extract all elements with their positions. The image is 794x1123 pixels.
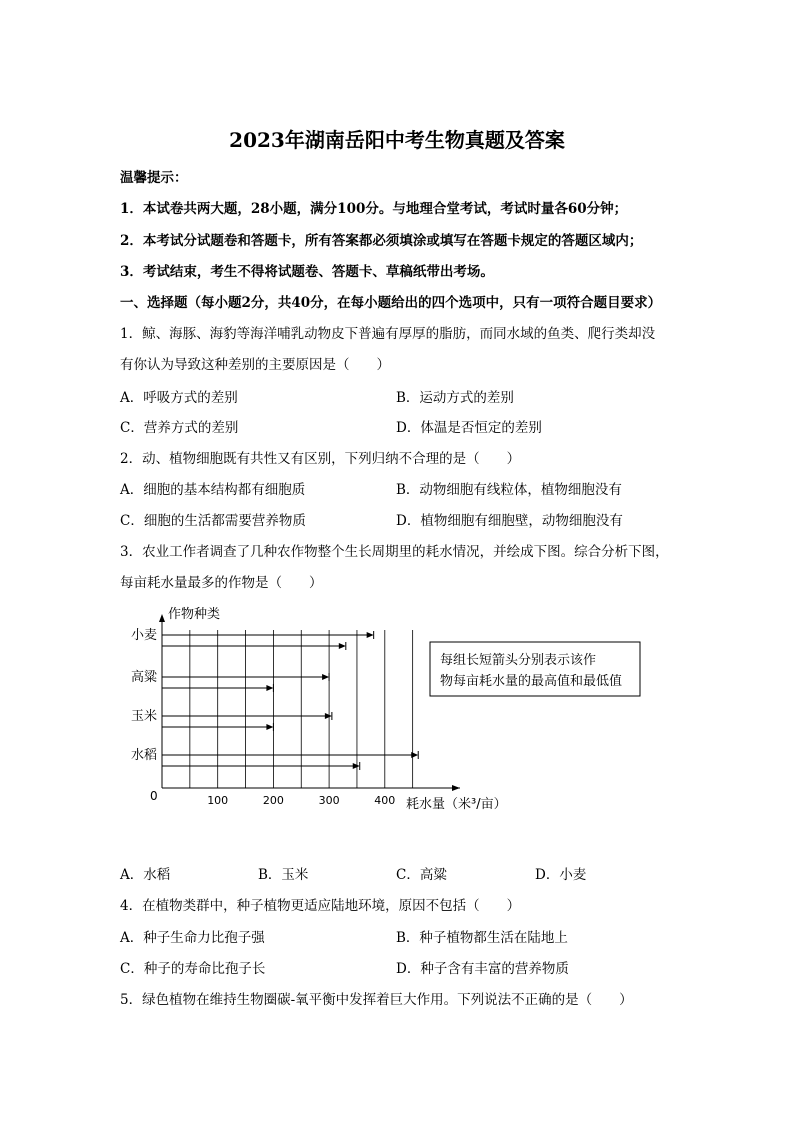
arrow-head-icon bbox=[322, 674, 329, 680]
option-b: B．玉米 bbox=[258, 867, 309, 883]
y-axis-arrow-icon bbox=[159, 614, 165, 622]
x-axis-label: 耗水量（米³/亩） bbox=[406, 797, 507, 812]
origin-label: 0 bbox=[150, 789, 158, 803]
tips-heading: 温馨提示： bbox=[120, 170, 188, 186]
option-a: A．种子生命力比孢子强 bbox=[120, 930, 265, 946]
question-text: 每亩耗水量最多的作物是（ ） bbox=[120, 575, 323, 591]
question-text: 5．绿色植物在维持生物圈碳-氧平衡中发挥着巨大作用。下列说法不正确的是（ ） bbox=[120, 992, 633, 1008]
option-d: D．种子含有丰富的营养物质 bbox=[396, 961, 569, 977]
option-d: D．小麦 bbox=[535, 867, 587, 883]
option-c: C．高粱 bbox=[396, 867, 447, 883]
section-heading: 一、选择题（每小题2分，共40分，在每小题给出的四个选项中，只有一项符合题目要求） bbox=[120, 295, 662, 311]
tip-item: 2．本考试分试题卷和答题卡，所有答案都必须填涂或填写在答题卡规定的答题区域内； bbox=[120, 233, 643, 249]
page-title: 2023年湖南岳阳中考生物真题及答案 bbox=[229, 128, 565, 152]
y-axis-label: 作物种类 bbox=[168, 607, 221, 622]
x-tick-label: 200 bbox=[262, 794, 284, 807]
option-a: A．水稻 bbox=[120, 867, 171, 883]
option-a: A．细胞的基本结构都有细胞质 bbox=[120, 482, 306, 498]
arrow-head-icon bbox=[411, 752, 418, 758]
arrow-head-icon bbox=[266, 685, 273, 691]
option-b: B．动物细胞有线粒体，植物细胞没有 bbox=[396, 482, 622, 498]
x-tick-label: 400 bbox=[374, 794, 396, 807]
x-axis-arrow-icon bbox=[452, 785, 460, 791]
arrow-head-icon bbox=[353, 763, 360, 769]
option-a: A．呼吸方式的差别 bbox=[120, 390, 238, 406]
category-label: 玉米 bbox=[130, 709, 157, 724]
option-b: B．运动方式的差别 bbox=[396, 390, 514, 406]
option-d: D．体温是否恒定的差别 bbox=[396, 420, 542, 436]
x-tick-label: 300 bbox=[318, 794, 340, 807]
question-text: 4．在植物类群中，种子植物更适应陆地环境，原因不包括（ ） bbox=[120, 898, 521, 914]
arrow-head-icon bbox=[325, 713, 332, 719]
option-c: C．细胞的生活都需要营养物质 bbox=[120, 513, 306, 529]
question-text: 3．农业工作者调查了几种农作物整个生长周期里的耗水情况，并绘成下图。综合分析下图， bbox=[120, 544, 669, 560]
option-c: C．营养方式的差别 bbox=[120, 420, 239, 436]
option-c: C．种子的寿命比孢子长 bbox=[120, 961, 266, 977]
question-text: 有你认为导致这种差别的主要原因是（ ） bbox=[120, 357, 390, 373]
note-text: 每组长短箭头分别表示该作 bbox=[440, 653, 597, 668]
category-label: 小麦 bbox=[130, 628, 157, 643]
tip-item: 3．考试结束，考生不得将试题卷、答题卡、草稿纸带出考场。 bbox=[120, 264, 494, 280]
x-tick-label: 100 bbox=[207, 794, 229, 807]
note-text: 物每亩耗水量的最高值和最低值 bbox=[440, 674, 623, 689]
question-text: 2．动、植物细胞既有共性又有区别，下列归纳不合理的是（ ） bbox=[120, 451, 521, 467]
question-text: 1．鲸、海豚、海豹等海洋哺乳动物皮下普遍有厚厚的脂肪，而同水域的鱼类、爬行类却没 bbox=[120, 326, 656, 342]
water-consumption-chart bbox=[120, 600, 660, 820]
option-b: B．种子植物都生活在陆地上 bbox=[396, 930, 568, 946]
option-d: D．植物细胞有细胞壁，动物细胞没有 bbox=[396, 513, 623, 529]
category-label: 水稻 bbox=[130, 748, 157, 763]
category-label: 高粱 bbox=[130, 670, 157, 685]
arrow-head-icon bbox=[266, 724, 273, 730]
arrow-head-icon bbox=[367, 632, 374, 638]
arrow-head-icon bbox=[339, 643, 346, 649]
tip-item: 1．本试卷共两大题，28小题，满分100分。与地理合堂考试，考试时量各60分钟； bbox=[120, 201, 628, 217]
